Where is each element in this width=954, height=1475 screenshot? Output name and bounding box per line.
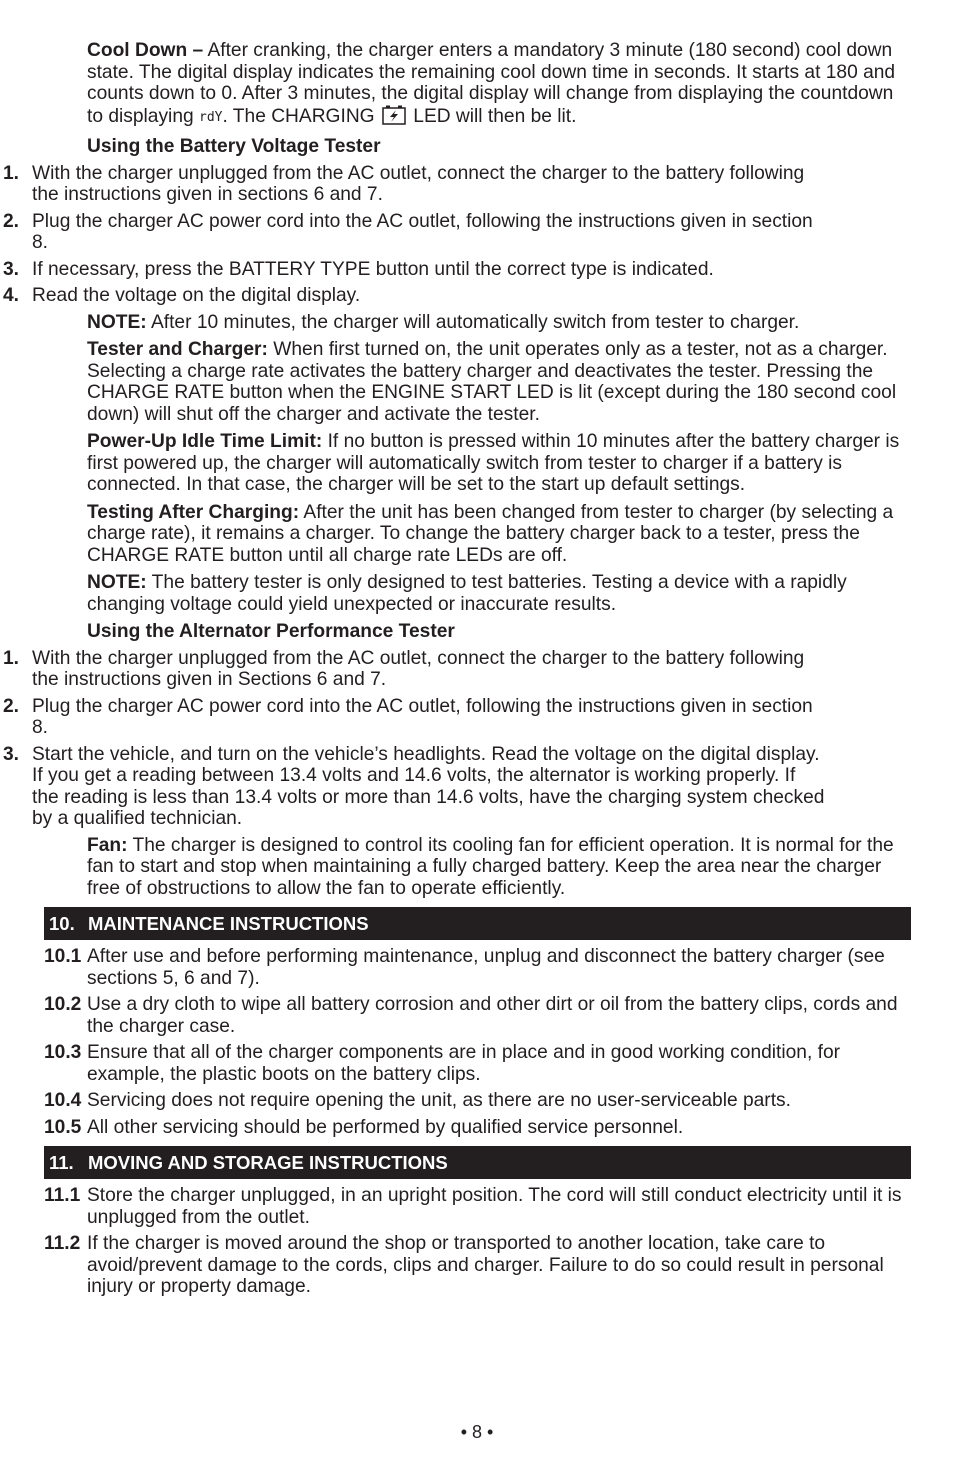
item-number: 10.2 bbox=[44, 994, 82, 1015]
list-item bbox=[44, 946, 911, 989]
paragraph-text: If no button is pressed within 10 minutes after the battery charger is first powered up, the charger will automatically switch from tester to charger if a battery is connected. In that case, the charger will be set to the start up default settings. bbox=[87, 431, 900, 495]
section-title: MAINTENANCE INSTRUCTIONS bbox=[88, 913, 369, 934]
testing-after-charging-paragraph bbox=[87, 502, 913, 567]
tester-and-charger-paragraph bbox=[87, 339, 913, 425]
paragraph-text: After the unit has been changed from tester to charger (by selecting a charge rate), it remains a charger. To change the battery charger back to a tester, press the CHARGE RATE button until all charge rate LEDs are off. bbox=[87, 501, 894, 566]
cool-down-paragraph bbox=[87, 40, 913, 130]
item-number: 11.1 bbox=[44, 1185, 81, 1206]
item-number: 11.2 bbox=[44, 1233, 81, 1254]
item-number: 10.4 bbox=[44, 1090, 82, 1111]
section-title: MOVING AND STORAGE INSTRUCTIONS bbox=[88, 1152, 448, 1173]
list-item bbox=[0, 285, 826, 307]
item-number: 10.1 bbox=[44, 946, 82, 967]
note-text: The battery tester is only designed to test batteries. Testing a device with a rapidly changing voltage could yield unexpected or inaccurate results. bbox=[87, 572, 847, 615]
note-text: After 10 minutes, the charger will automatically switch from tester to charger. bbox=[146, 311, 800, 333]
step-number: 2. bbox=[3, 695, 20, 717]
section-number: 11. bbox=[49, 1152, 74, 1173]
step-number: 1. bbox=[3, 647, 20, 669]
list-item bbox=[0, 648, 826, 691]
cool-down-text-c: LED will then be lit. bbox=[407, 105, 577, 127]
step-number: 3. bbox=[3, 258, 20, 280]
list-item bbox=[44, 1090, 911, 1112]
item-number: 10.3 bbox=[44, 1042, 82, 1063]
section-number: 10. bbox=[49, 913, 75, 934]
cool-down-label: Cool Down – bbox=[87, 40, 204, 61]
storage-list bbox=[44, 1185, 911, 1298]
list-item bbox=[44, 1117, 911, 1139]
step-text: Plug the charger AC power cord into the AC outlet, following the instructions given in section 8. bbox=[32, 210, 813, 253]
tester-note bbox=[87, 572, 913, 615]
step-text: Start the vehicle, and turn on the vehicle’s headlights. Read the voltage on the digital display. If you get a reading between 13.4 volts and 14.6 volts, the alternator is working properly. If the reading is less than 13.4 volts or more than 14.6 volts, have the charging system checked by a qualified technician. bbox=[32, 743, 825, 829]
maintenance-list bbox=[44, 946, 911, 1138]
step-number: 4. bbox=[3, 285, 20, 306]
paragraph-text: The charger is designed to control its cooling fan for efficient operation. It is normal for the fan to start and stop when maintaining a fully charged battery. Keep the area near the charger free of obstructions to allow the fan to operate efficiently. bbox=[87, 834, 894, 899]
item-text: If the charger is moved around the shop or transported to another location, take care to avoid/prevent damage to the cords, clips and charger. Failure to do so could result in personal injury or property damage. bbox=[87, 1233, 884, 1297]
list-item bbox=[0, 163, 826, 206]
paragraph-text: When first turned on, the unit operates only as a tester, not as a charger. Selecting a charge rate activates the battery charger and deactivates the tester. Pressing the CHARGE RATE button when the ENGINE START LED is lit (except during the 180 second cool down) will shut off the charger and activate the tester. bbox=[87, 339, 897, 425]
item-text: Ensure that all of the charger components are in place and in good working condition, for example, the plastic boots on the battery clips. bbox=[87, 1042, 841, 1085]
step-number: 2. bbox=[3, 210, 20, 232]
step-number: 3. bbox=[3, 743, 20, 765]
step-text: With the charger unplugged from the AC outlet, connect the charger to the battery following the instructions given in Sections 6 and 7. bbox=[32, 647, 805, 690]
list-item bbox=[0, 696, 826, 739]
step-text: Plug the charger AC power cord into the AC outlet, following the instructions given in section 8. bbox=[32, 695, 813, 738]
cool-down-text-b: . The CHARGING bbox=[222, 105, 380, 127]
paragraph-label: Testing After Charging: bbox=[87, 501, 300, 523]
step-text: Read the voltage on the digital display. bbox=[32, 285, 361, 306]
item-text: After use and before performing maintenance, unplug and disconnect the battery charger (see sections 5, 6 and 7). bbox=[87, 946, 885, 989]
list-item bbox=[0, 211, 826, 254]
section-11-header bbox=[44, 1146, 911, 1179]
cool-down-text-a: After cranking, the charger enters a mandatory 3 minute (180 second) cool down state. The digital display indicates the remaining cool down time in seconds. It starts at 180 and counts down to 0. After 3 minutes, the digital display will change from displaying the countdown to displaying bbox=[87, 40, 896, 127]
step-text: With the charger unplugged from the AC outlet, connect the charger to the battery following the instructions given in sections 6 and 7. bbox=[32, 162, 805, 205]
lcd-display-code: rdY bbox=[199, 109, 223, 125]
item-number: 10.5 bbox=[44, 1116, 82, 1138]
page-number: • 8 • bbox=[460, 1422, 494, 1442]
voltage-note bbox=[87, 312, 913, 334]
list-item bbox=[0, 744, 826, 830]
list-item bbox=[44, 1042, 911, 1085]
voltage-tester-heading: Using the Battery Voltage Tester bbox=[87, 136, 381, 157]
list-item bbox=[44, 1233, 911, 1298]
note-label: NOTE: bbox=[87, 311, 147, 333]
paragraph-label: Fan: bbox=[87, 834, 128, 856]
list-item bbox=[44, 1185, 911, 1228]
step-number: 1. bbox=[3, 162, 20, 184]
item-text: All other servicing should be performed by qualified service personnel. bbox=[87, 1116, 684, 1138]
paragraph-label: Tester and Charger: bbox=[87, 339, 268, 360]
fan-paragraph bbox=[87, 835, 913, 900]
step-text: If necessary, press the BATTERY TYPE button until the correct type is indicated. bbox=[32, 258, 714, 280]
voltage-tester-steps bbox=[0, 163, 826, 307]
charging-battery-icon bbox=[382, 105, 406, 131]
paragraph-label: Power-Up Idle Time Limit: bbox=[87, 431, 323, 452]
power-up-paragraph bbox=[87, 431, 913, 496]
alternator-tester-heading: Using the Alternator Performance Tester bbox=[87, 621, 455, 642]
note-label: NOTE: bbox=[87, 572, 147, 593]
item-text: Use a dry cloth to wipe all battery corrosion and other dirt or oil from the battery clips, cords and the charger case. bbox=[87, 994, 898, 1037]
list-item bbox=[0, 259, 826, 281]
item-text: Servicing does not require opening the unit, as there are no user-serviceable parts. bbox=[87, 1090, 791, 1111]
alternator-tester-steps bbox=[0, 648, 826, 830]
section-10-header bbox=[44, 907, 911, 940]
list-item bbox=[44, 994, 911, 1037]
item-text: Store the charger unplugged, in an upright position. The cord will still conduct electricity until it is unplugged from the outlet. bbox=[87, 1185, 902, 1228]
